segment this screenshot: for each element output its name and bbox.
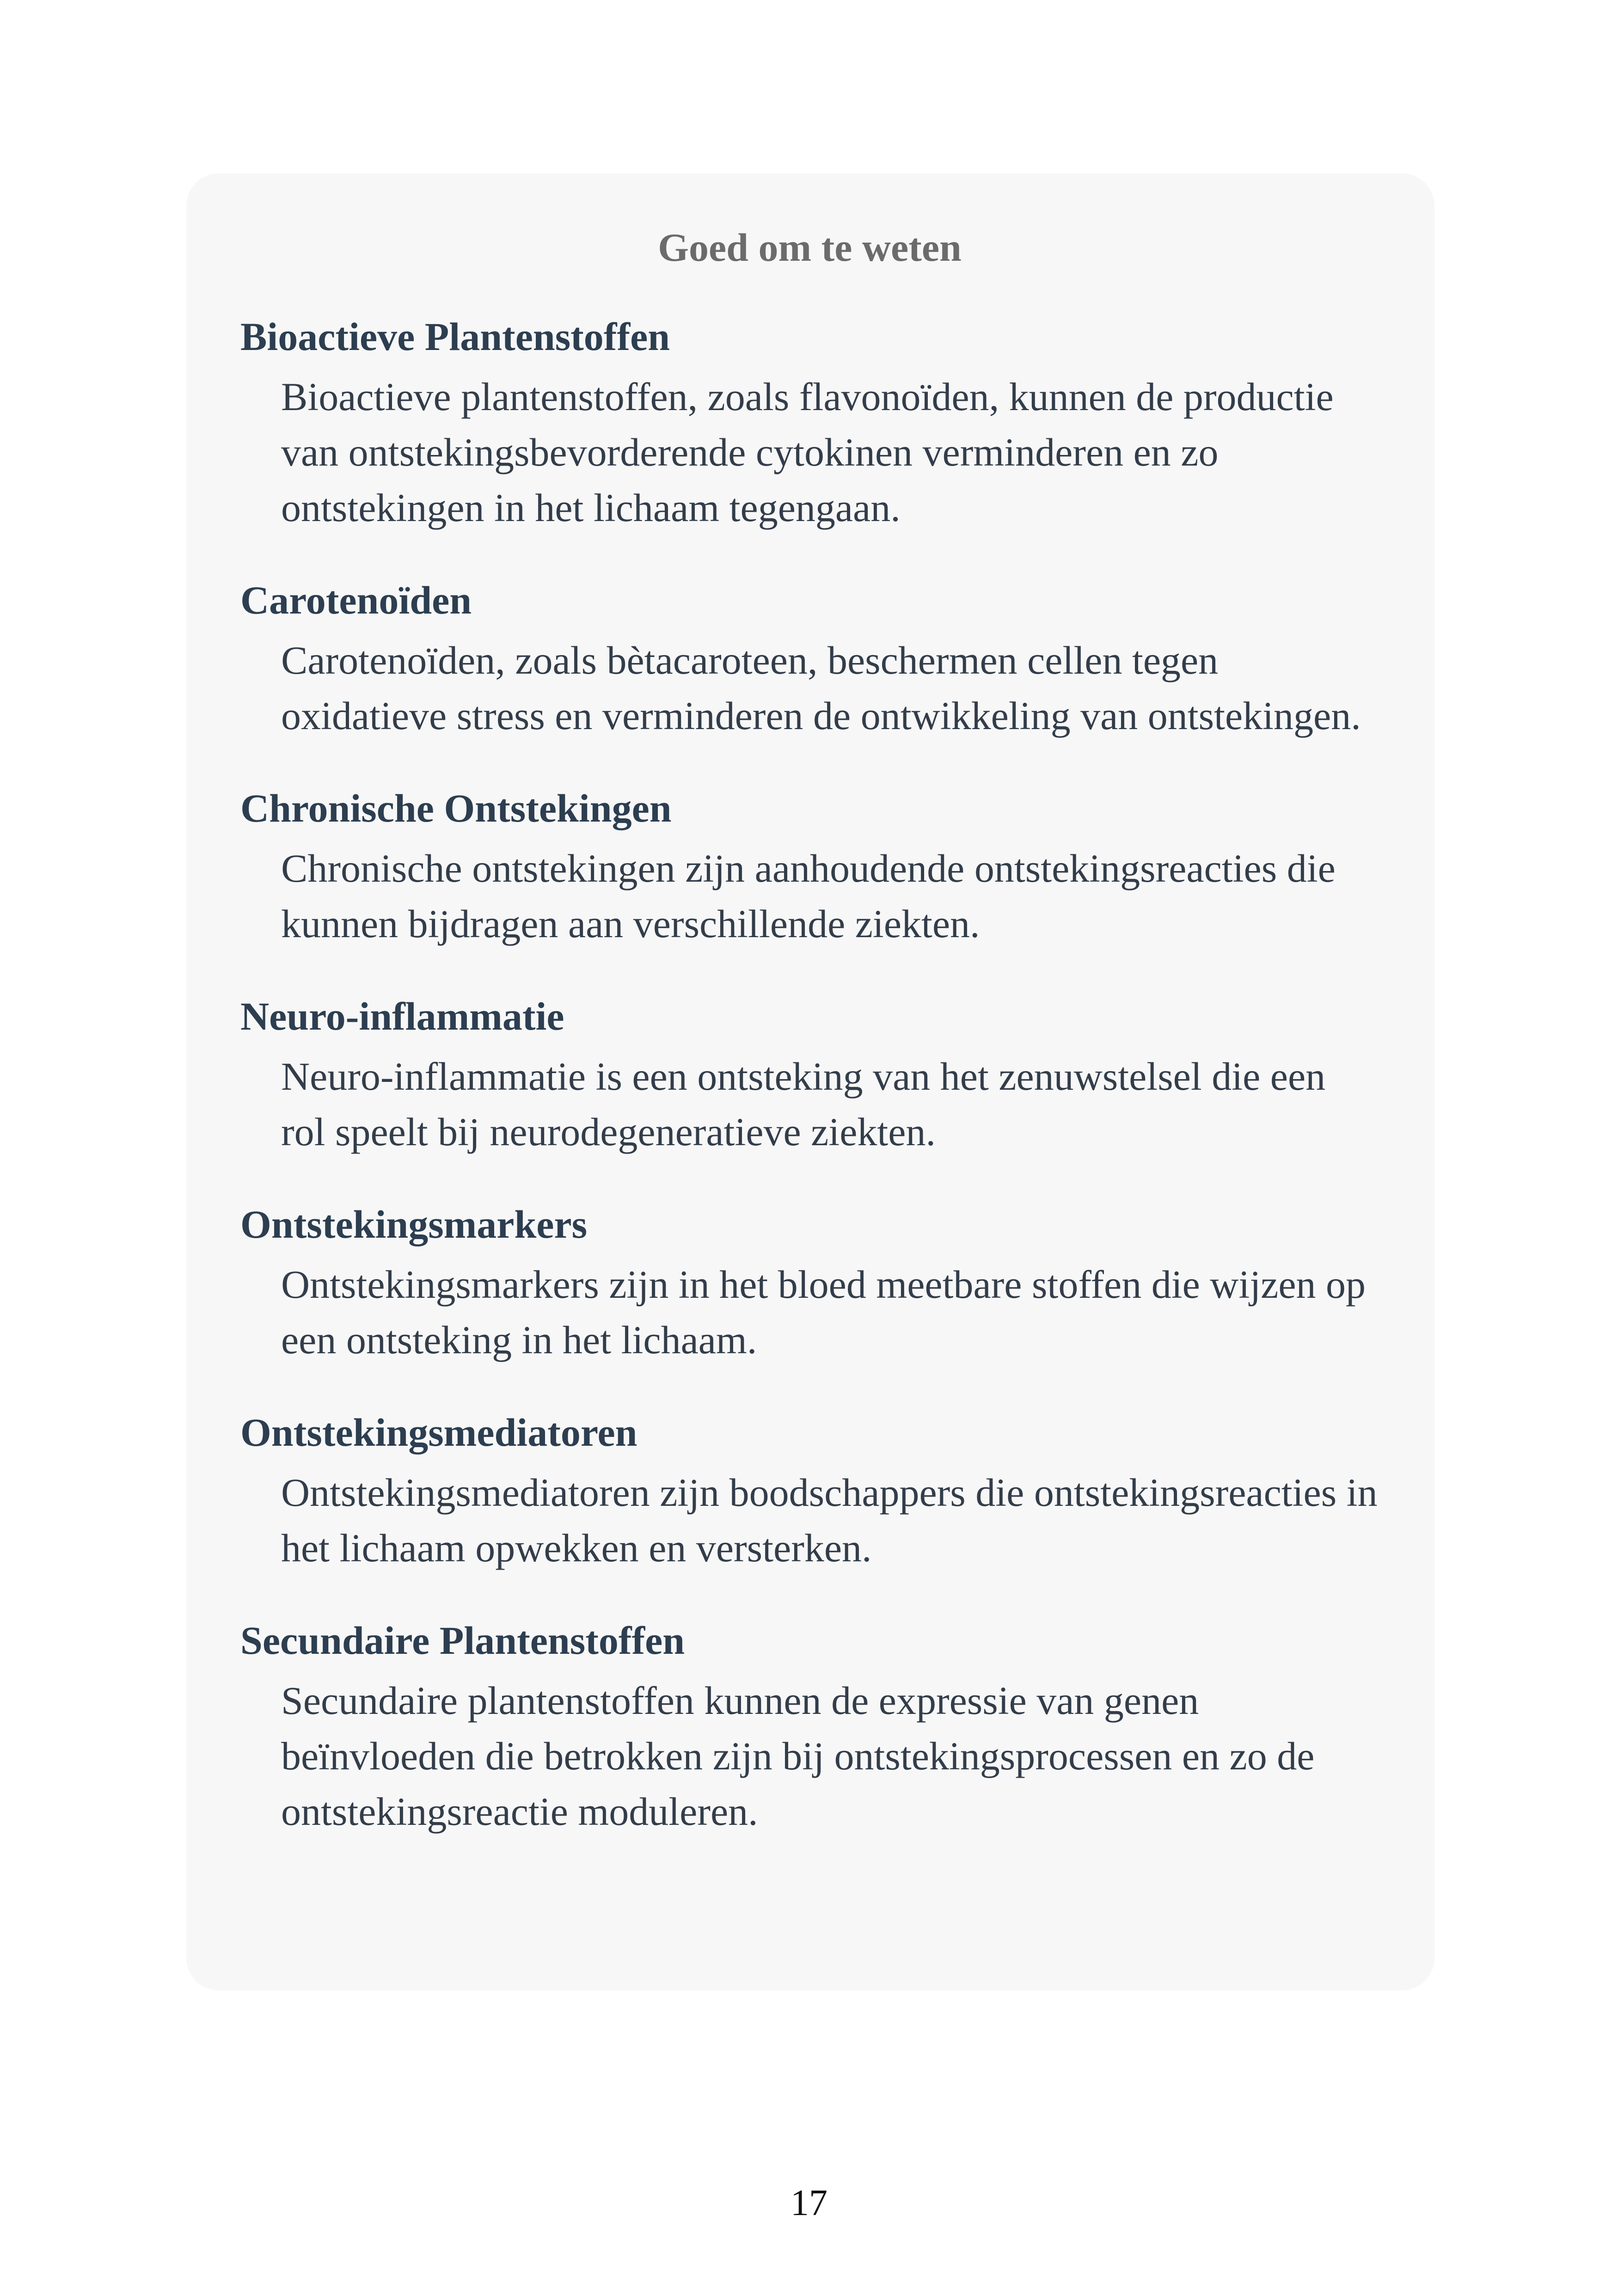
glossary-entry [240, 577, 1379, 743]
glossary-definition: Bioactieve plantenstoffen, zoals flavonoïden, kunnen de productie van ontstekingsbevorderende cytokinen verminderen en zo ontstekingen in het lichaam tegengaan. [281, 374, 1334, 530]
info-box-title: Goed om te weten [658, 225, 962, 270]
glossary-definition: Ontstekingsmediatoren zijn boodschappers die ontstekingsreacties in het lichaam opwekken en versterken. [281, 1470, 1378, 1570]
glossary-entry [240, 1201, 1379, 1368]
glossary-entry [240, 1617, 1379, 1839]
glossary-entry [240, 1409, 1379, 1576]
glossary-definition: Ontstekingsmarkers zijn in het bloed meetbare stoffen die wijzen op een ontsteking in het lichaam. [281, 1262, 1366, 1362]
glossary-term: Neuro-inflammatie [240, 994, 564, 1038]
glossary-term: Ontstekingsmarkers [240, 1202, 588, 1246]
glossary-definition: Chronische ontstekingen zijn aanhoudende ontstekingsreacties die kunnen bijdragen aan verschillende ziekten. [281, 846, 1336, 946]
glossary-entry [240, 785, 1379, 952]
glossary-term: Carotenoïden [240, 578, 472, 622]
page-number: 17 [791, 2183, 827, 2223]
glossary-term: Secundaire Plantenstoffen [240, 1618, 685, 1663]
glossary-definition: Carotenoïden, zoals bètacaroteen, beschermen cellen tegen oxidatieve stress en verminderen de ontwikkeling van ontstekingen. [281, 638, 1361, 738]
glossary-term: Ontstekingsmediatoren [240, 1410, 637, 1455]
glossary-entry [240, 993, 1379, 1160]
glossary-term: Chronische Ontstekingen [240, 786, 672, 830]
info-box [186, 173, 1434, 1990]
glossary-term: Bioactieve Plantenstoffen [240, 314, 670, 359]
glossary-entry [240, 313, 1379, 535]
glossary-definition: Secundaire plantenstoffen kunnen de expressie van genen beïnvloeden die betrokken zijn bij ontstekingsprocessen en zo de ontstekingsreactie moduleren. [281, 1678, 1315, 1834]
glossary-definition: Neuro-inflammatie is een ontsteking van het zenuwstelsel die een rol speelt bij neurodegeneratieve ziekten. [281, 1054, 1326, 1154]
